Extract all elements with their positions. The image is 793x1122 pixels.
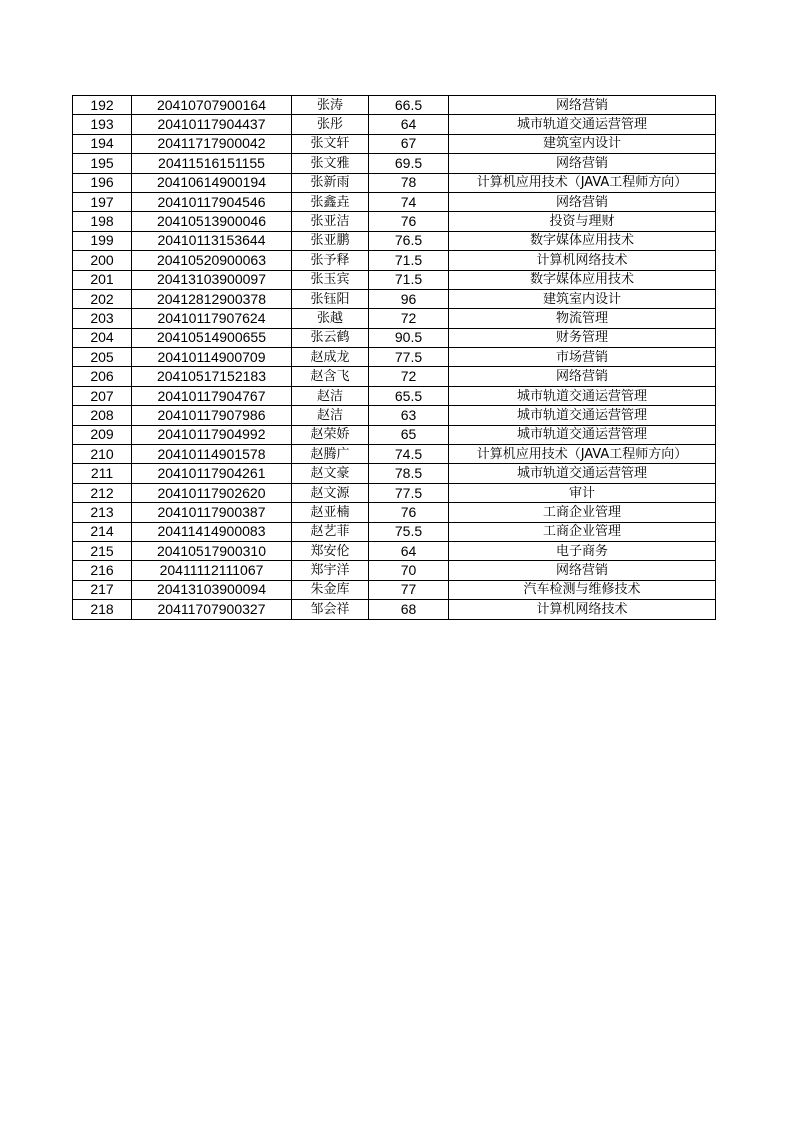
- student-name-cell: 邹会祥: [292, 600, 369, 619]
- row-number-cell: 198: [73, 212, 132, 231]
- major-cell: 工商企业管理: [449, 522, 716, 541]
- major-cell: 计算机网络技术: [449, 251, 716, 270]
- student-name-cell: 张亚鹏: [292, 231, 369, 250]
- score-cell: 77.5: [369, 348, 449, 367]
- score-cell: 64: [369, 115, 449, 134]
- table-row: [73, 580, 716, 599]
- student-name-cell: 张文雅: [292, 154, 369, 173]
- table-row: [73, 309, 716, 328]
- score-cell: 69.5: [369, 154, 449, 173]
- major-cell: 市场营销: [449, 348, 716, 367]
- table-row: [73, 600, 716, 619]
- major-cell: 投资与理财: [449, 212, 716, 231]
- major-cell: 汽车检测与维修技术: [449, 580, 716, 599]
- student-id-cell: 20410117904546: [132, 192, 292, 211]
- table-row: [73, 328, 716, 347]
- table-row: [73, 173, 716, 192]
- table-row: [73, 251, 716, 270]
- score-cell: 96: [369, 289, 449, 308]
- row-number-cell: 215: [73, 541, 132, 560]
- student-id-cell: 20411414900083: [132, 522, 292, 541]
- student-name-cell: 赵腾广: [292, 445, 369, 464]
- table-row: [73, 115, 716, 134]
- student-name-cell: 张云鹤: [292, 328, 369, 347]
- row-number-cell: 202: [73, 289, 132, 308]
- score-cell: 75.5: [369, 522, 449, 541]
- row-number-cell: 203: [73, 309, 132, 328]
- student-name-cell: 赵含飞: [292, 367, 369, 386]
- student-id-cell: 20410113153644: [132, 231, 292, 250]
- student-name-cell: 张亚洁: [292, 212, 369, 231]
- student-id-cell: 20410514900655: [132, 328, 292, 347]
- table-row: [73, 231, 716, 250]
- row-number-cell: 216: [73, 561, 132, 580]
- major-cell: 城市轨道交通运营管理: [449, 115, 716, 134]
- major-cell: 网络营销: [449, 367, 716, 386]
- row-number-cell: 201: [73, 270, 132, 289]
- score-cell: 70: [369, 561, 449, 580]
- score-cell: 72: [369, 367, 449, 386]
- student-name-cell: 赵文源: [292, 483, 369, 502]
- major-cell: 财务管理: [449, 328, 716, 347]
- student-id-cell: 20411717900042: [132, 134, 292, 153]
- major-cell: 审计: [449, 483, 716, 502]
- major-cell: 城市轨道交通运营管理: [449, 386, 716, 405]
- major-cell: 城市轨道交通运营管理: [449, 464, 716, 483]
- student-id-cell: 20410517900310: [132, 541, 292, 560]
- table-row: [73, 386, 716, 405]
- student-id-cell: 20410117904992: [132, 425, 292, 444]
- row-number-cell: 192: [73, 96, 132, 115]
- student-name-cell: 赵洁: [292, 406, 369, 425]
- student-id-cell: 20410114901578: [132, 445, 292, 464]
- major-cell: 网络营销: [449, 192, 716, 211]
- student-name-cell: 赵成龙: [292, 348, 369, 367]
- row-number-cell: 217: [73, 580, 132, 599]
- student-name-cell: 赵文豪: [292, 464, 369, 483]
- score-cell: 77.5: [369, 483, 449, 502]
- table-row: [73, 96, 716, 115]
- table-row: [73, 483, 716, 502]
- student-id-cell: 20410114900709: [132, 348, 292, 367]
- student-id-cell: 20411707900327: [132, 600, 292, 619]
- row-number-cell: 218: [73, 600, 132, 619]
- table-row: [73, 425, 716, 444]
- student-id-cell: 20410117904767: [132, 386, 292, 405]
- table-row: [73, 464, 716, 483]
- score-cell: 76: [369, 503, 449, 522]
- student-id-cell: 20412812900378: [132, 289, 292, 308]
- score-cell: 71.5: [369, 251, 449, 270]
- score-cell: 65.5: [369, 386, 449, 405]
- row-number-cell: 196: [73, 173, 132, 192]
- major-cell: 电子商务: [449, 541, 716, 560]
- row-number-cell: 208: [73, 406, 132, 425]
- table-row: [73, 406, 716, 425]
- row-number-cell: 209: [73, 425, 132, 444]
- row-number-cell: 207: [73, 386, 132, 405]
- table-row: [73, 445, 716, 464]
- row-number-cell: 211: [73, 464, 132, 483]
- score-cell: 90.5: [369, 328, 449, 347]
- major-cell: 网络营销: [449, 154, 716, 173]
- score-table-body: [73, 96, 716, 620]
- row-number-cell: 206: [73, 367, 132, 386]
- score-cell: 71.5: [369, 270, 449, 289]
- student-name-cell: 张涛: [292, 96, 369, 115]
- major-cell: 数字媒体应用技术: [449, 231, 716, 250]
- major-cell: 建筑室内设计: [449, 289, 716, 308]
- student-name-cell: 张玉宾: [292, 270, 369, 289]
- student-id-cell: 20413103900097: [132, 270, 292, 289]
- student-name-cell: 张文轩: [292, 134, 369, 153]
- student-name-cell: 郑安伦: [292, 541, 369, 560]
- table-row: [73, 192, 716, 211]
- student-id-cell: 20411112111067: [132, 561, 292, 580]
- score-cell: 77: [369, 580, 449, 599]
- table-row: [73, 289, 716, 308]
- student-id-cell: 20410513900046: [132, 212, 292, 231]
- score-cell: 68: [369, 600, 449, 619]
- table-row: [73, 348, 716, 367]
- major-cell: 计算机应用技术（JAVA工程师方向）: [449, 445, 716, 464]
- student-name-cell: 赵艺菲: [292, 522, 369, 541]
- score-cell: 67: [369, 134, 449, 153]
- table-row: [73, 561, 716, 580]
- table-row: [73, 270, 716, 289]
- major-cell: 计算机应用技术（JAVA工程师方向）: [449, 173, 716, 192]
- student-id-cell: 20410117904437: [132, 115, 292, 134]
- student-name-cell: 赵洁: [292, 386, 369, 405]
- row-number-cell: 200: [73, 251, 132, 270]
- table-row: [73, 541, 716, 560]
- student-name-cell: 张越: [292, 309, 369, 328]
- row-number-cell: 193: [73, 115, 132, 134]
- major-cell: 网络营销: [449, 96, 716, 115]
- row-number-cell: 205: [73, 348, 132, 367]
- student-name-cell: 张鑫垚: [292, 192, 369, 211]
- student-id-cell: 20410117900387: [132, 503, 292, 522]
- table-row: [73, 134, 716, 153]
- score-cell: 76: [369, 212, 449, 231]
- student-id-cell: 20413103900094: [132, 580, 292, 599]
- student-id-cell: 20410117904261: [132, 464, 292, 483]
- major-cell: 建筑室内设计: [449, 134, 716, 153]
- major-cell: 计算机网络技术: [449, 600, 716, 619]
- student-id-cell: 20410117907624: [132, 309, 292, 328]
- major-cell: 网络营销: [449, 561, 716, 580]
- row-number-cell: 197: [73, 192, 132, 211]
- student-id-cell: 20410614900194: [132, 173, 292, 192]
- student-id-cell: 20410517152183: [132, 367, 292, 386]
- major-cell: 城市轨道交通运营管理: [449, 406, 716, 425]
- student-id-cell: 20411516151155: [132, 154, 292, 173]
- score-cell: 74: [369, 192, 449, 211]
- student-id-cell: 20410520900063: [132, 251, 292, 270]
- student-id-cell: 20410117902620: [132, 483, 292, 502]
- student-id-cell: 20410117907986: [132, 406, 292, 425]
- row-number-cell: 212: [73, 483, 132, 502]
- student-name-cell: 张予释: [292, 251, 369, 270]
- major-cell: 城市轨道交通运营管理: [449, 425, 716, 444]
- table-row: [73, 212, 716, 231]
- student-name-cell: 朱金库: [292, 580, 369, 599]
- row-number-cell: 204: [73, 328, 132, 347]
- student-name-cell: 张新雨: [292, 173, 369, 192]
- student-name-cell: 郑宇洋: [292, 561, 369, 580]
- score-cell: 76.5: [369, 231, 449, 250]
- student-name-cell: 张钰阳: [292, 289, 369, 308]
- student-id-cell: 20410707900164: [132, 96, 292, 115]
- score-cell: 65: [369, 425, 449, 444]
- student-name-cell: 张彤: [292, 115, 369, 134]
- table-row: [73, 154, 716, 173]
- student-name-cell: 赵亚楠: [292, 503, 369, 522]
- table-row: [73, 367, 716, 386]
- score-cell: 74.5: [369, 445, 449, 464]
- score-cell: 72: [369, 309, 449, 328]
- table-row: [73, 503, 716, 522]
- row-number-cell: 213: [73, 503, 132, 522]
- row-number-cell: 199: [73, 231, 132, 250]
- table-row: [73, 522, 716, 541]
- major-cell: 工商企业管理: [449, 503, 716, 522]
- score-cell: 78.5: [369, 464, 449, 483]
- row-number-cell: 214: [73, 522, 132, 541]
- score-cell: 64: [369, 541, 449, 560]
- major-cell: 数字媒体应用技术: [449, 270, 716, 289]
- score-cell: 66.5: [369, 96, 449, 115]
- row-number-cell: 195: [73, 154, 132, 173]
- row-number-cell: 210: [73, 445, 132, 464]
- score-table: [72, 95, 716, 620]
- score-cell: 63: [369, 406, 449, 425]
- row-number-cell: 194: [73, 134, 132, 153]
- major-cell: 物流管理: [449, 309, 716, 328]
- student-name-cell: 赵荣娇: [292, 425, 369, 444]
- score-cell: 78: [369, 173, 449, 192]
